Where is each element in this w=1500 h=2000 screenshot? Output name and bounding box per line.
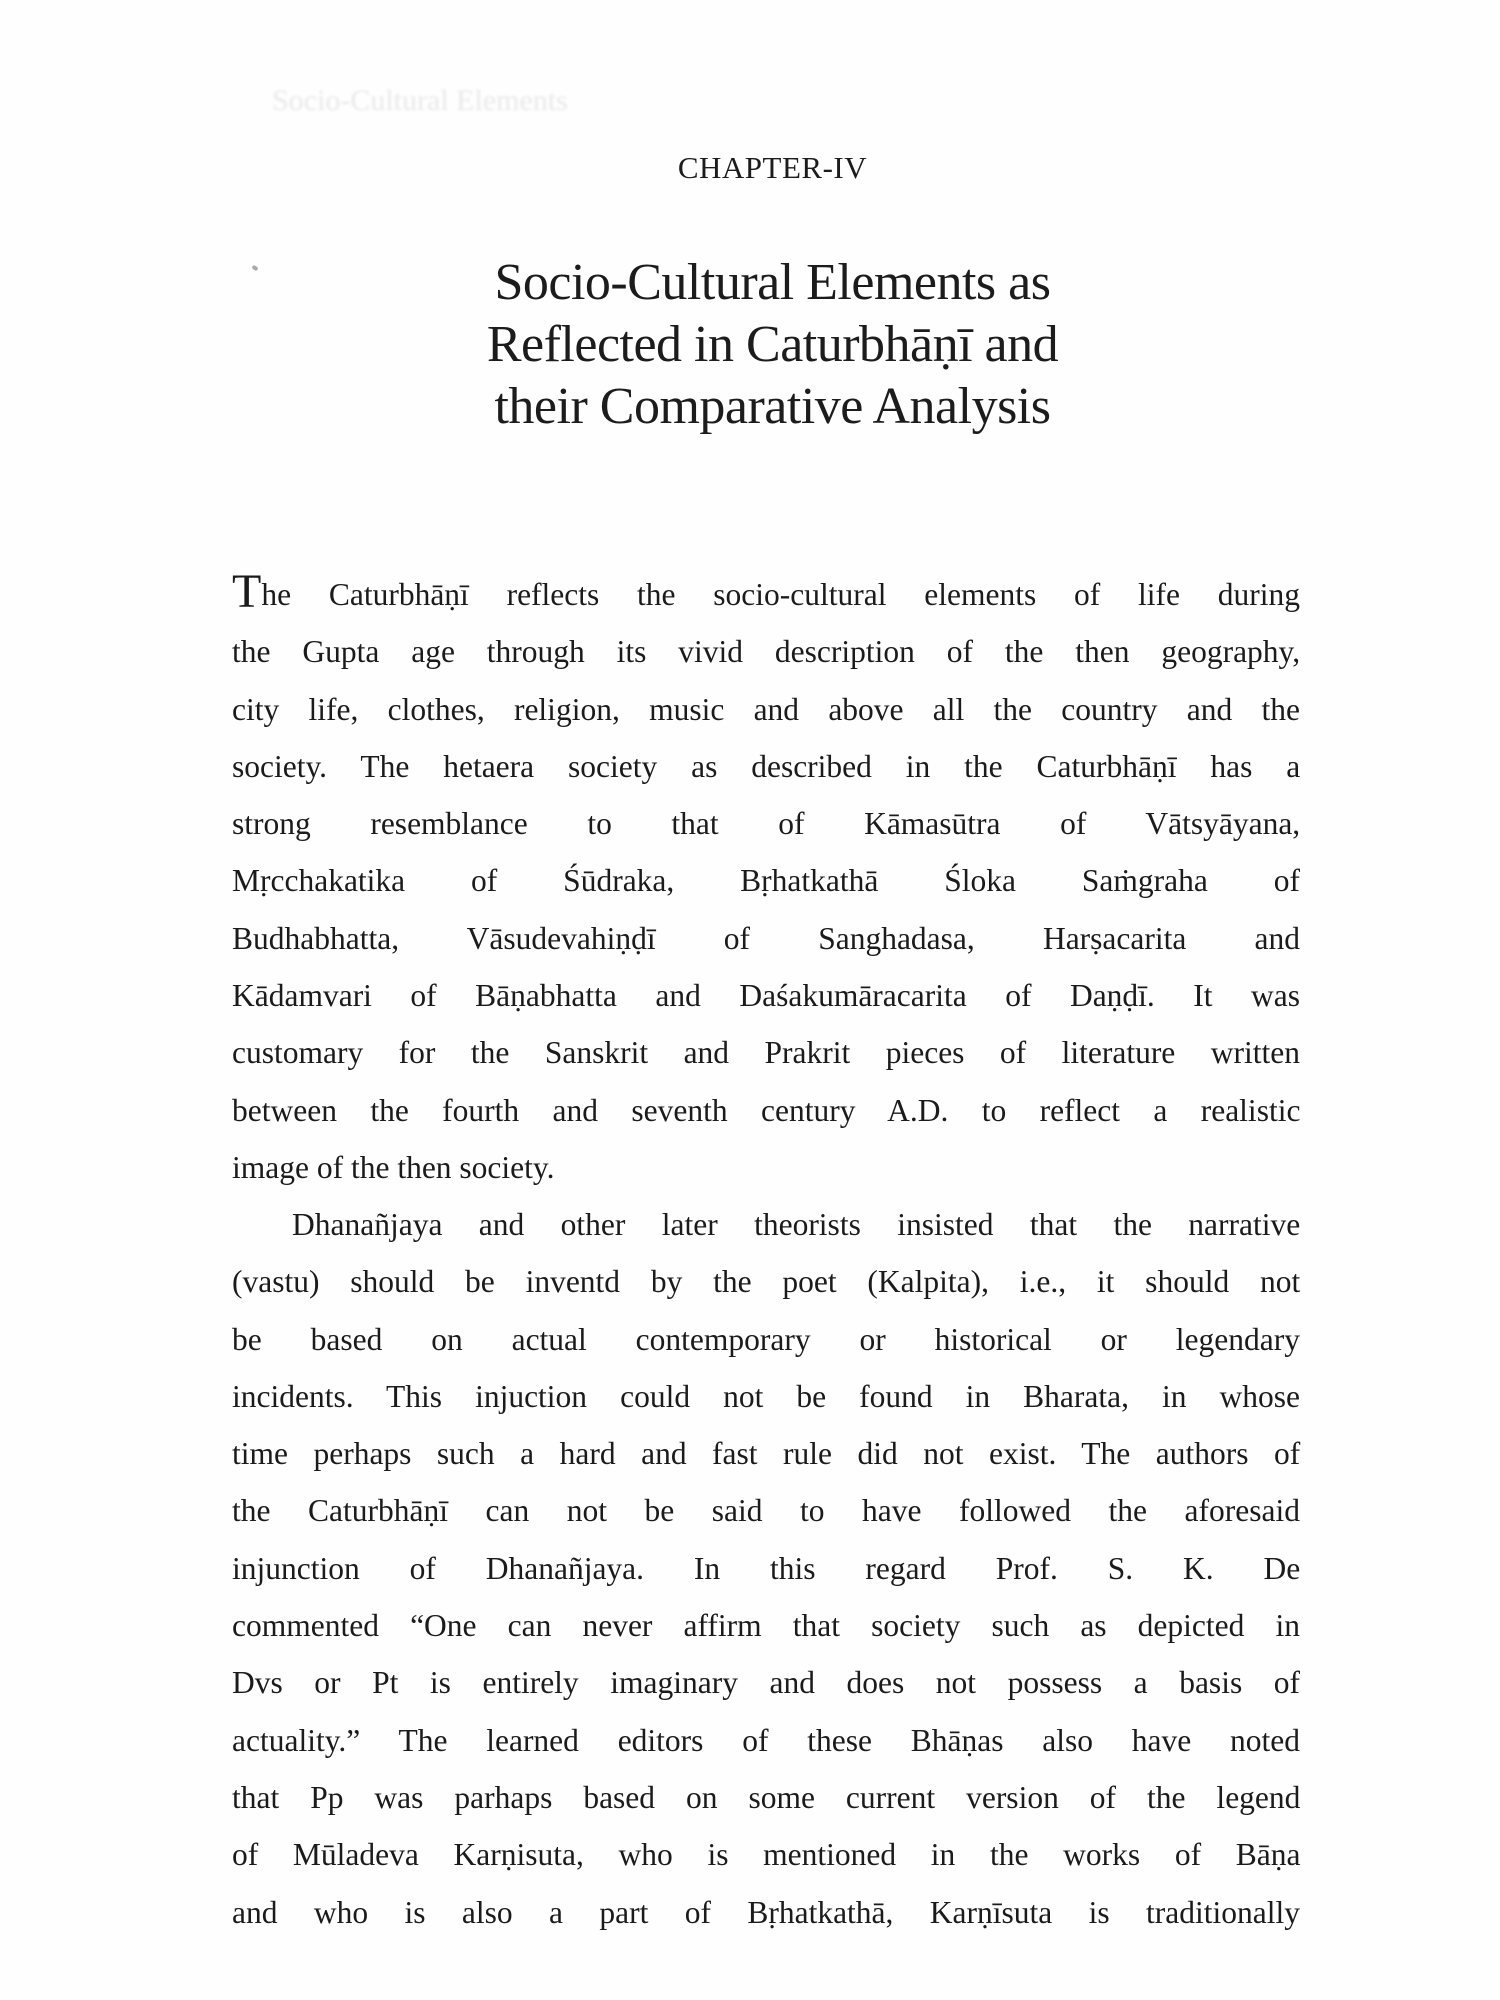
text-line: Budhabhatta, Vāsudevahiṇḍī of Sanghadasa, Harṣacarita and	[232, 920, 1300, 956]
text-line: Dhanañjaya and other later theorists insisted that the narrative	[292, 1207, 1301, 1242]
text-line: Dvs or Pt is entirely imaginary and does not possess a basis of	[232, 1665, 1300, 1701]
chapter-title-line: their Comparative Analysis	[494, 378, 1051, 435]
paragraph-1	[232, 566, 1300, 1196]
text-line: between the fourth and seventh century A.D. to reflect a realistic	[232, 1092, 1301, 1128]
text-line: image of the then society.	[232, 1149, 555, 1185]
text-line: and who is also a part of Bṛhatkathā, Karṇīsuta is traditionally	[232, 1894, 1300, 1930]
chapter-label: CHAPTER-IV	[677, 150, 868, 185]
text-line: commented “One can never affirm that society such as depicted in	[232, 1608, 1300, 1644]
text-line: actuality.” The learned editors of these Bhāṇas also have noted	[232, 1722, 1300, 1758]
text-line: strong resemblance to that of Kāmasūtra of Vātsyāyana,	[232, 806, 1301, 842]
bleed-through-header: Socio-Cultural Elements	[272, 84, 568, 117]
text-line: be based on actual contemporary or historical or legendary	[232, 1321, 1300, 1357]
text-line: (vastu) should be inventd by the poet (Kalpita), i.e., it should not	[232, 1264, 1301, 1300]
text-line: the Caturbhāṇī can not be said to have followed the aforesaid	[232, 1493, 1300, 1529]
chapter-title-line: Socio-Cultural Elements as	[494, 254, 1051, 311]
text-line: that Pp was parhaps based on some current version of the legend	[232, 1779, 1301, 1815]
text-line: time perhaps such a hard and fast rule did not exist. The authors of	[232, 1436, 1301, 1472]
text-line: customary for the Sanskrit and Prakrit pieces of literature written	[232, 1035, 1300, 1071]
paragraph-2	[232, 1196, 1300, 1941]
text-line: injunction of Dhanañjaya. In this regard Prof. S. K. De	[232, 1550, 1301, 1586]
text-line: the Gupta age through its vivid description of the then geography,	[232, 634, 1301, 670]
text-line: society. The hetaera society as described in the Caturbhāṇī has a	[232, 748, 1301, 784]
chapter-title	[0, 252, 1500, 438]
text-line: Kādamvari of Bāṇabhatta and Daśakumāracarita of Daṇḍī. It was	[232, 978, 1301, 1014]
text-line: incidents. This injuction could not be found in Bharata, in whose	[232, 1378, 1300, 1414]
text-line: of Mūladeva Karṇisuta, who is mentioned in the works of Bāṇa	[232, 1837, 1301, 1873]
text-line	[232, 566, 1300, 623]
drop-cap: T	[232, 565, 262, 618]
text-line: Mṛcchakatika of Śūdraka, Bṛhatkathā Śloka Saṁgraha of	[232, 863, 1300, 899]
text-line: city life, clothes, religion, music and above all the country and the	[232, 691, 1300, 727]
chapter-title-line: Reflected in Caturbhāṇī and	[486, 316, 1059, 373]
text-line-content: he Caturbhāṇī reflects the socio-cultural elements of life during	[261, 577, 1300, 612]
